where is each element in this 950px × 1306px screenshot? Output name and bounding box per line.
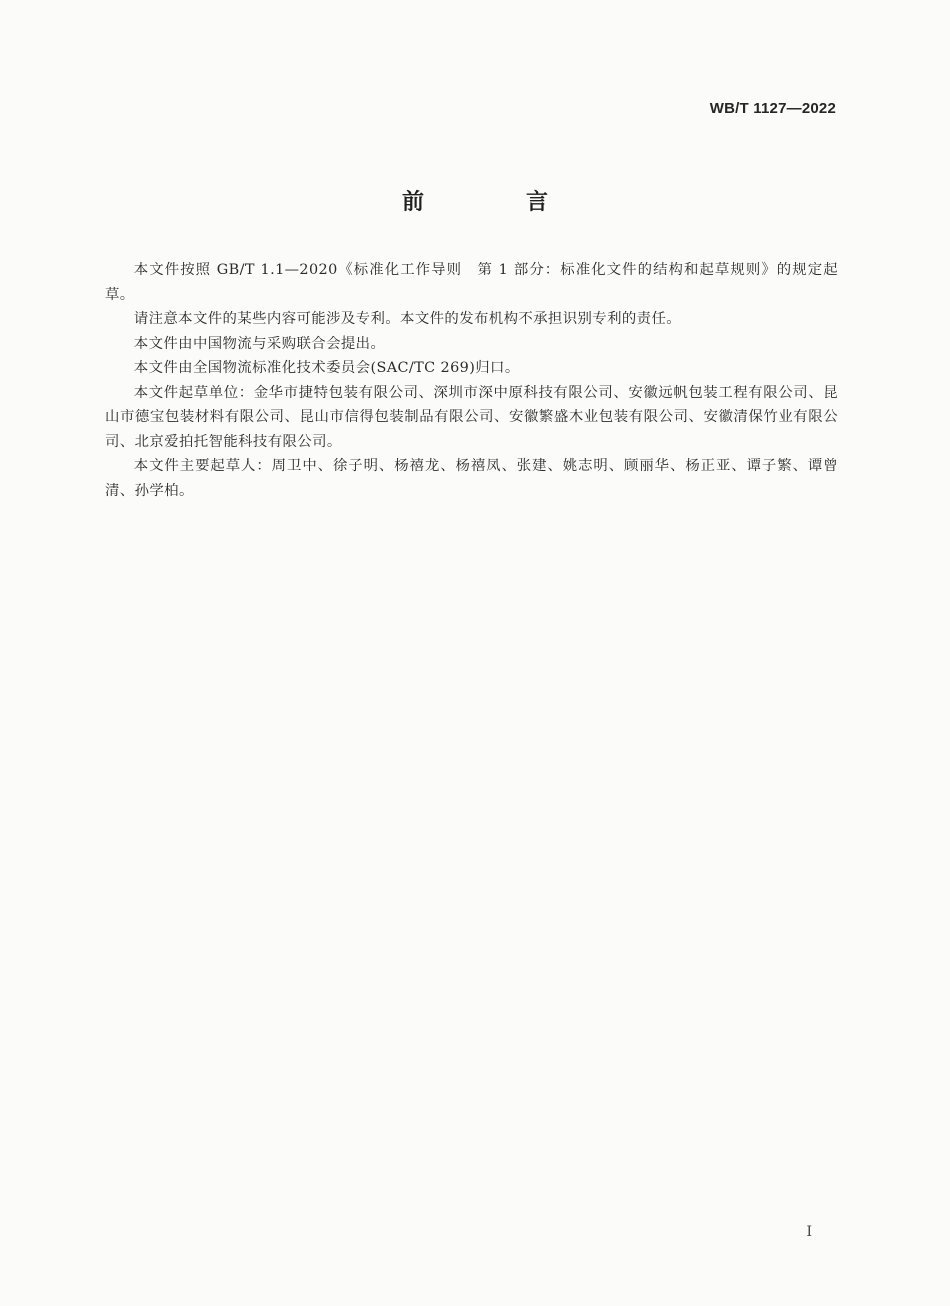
paragraph-proposer: 本文件由中国物流与采购联合会提出。 [133,335,386,352]
page-number: I [806,1224,812,1240]
paragraph-drafters: 本文件主要起草人：周卫中、徐子明、杨禧龙、杨禧凤、张建、姚志明、顾丽华、杨正亚、谭子繁、谭曾清、孙学柏。 [105,458,838,499]
paragraph-drafting-rules: 本文件按照 GB/T 1.1—2020《标准化工作导则 第 1 部分：标准化文件的结构和起草规则》的规定起草。 [105,262,838,303]
page-title: 前 言 [401,190,588,215]
paragraph-patent-notice: 请注意本文件的某些内容可能涉及专利。本文件的发布机构不承担识别专利的责任。 [133,311,682,327]
standard-code: WB/T 1127—2022 [709,100,836,117]
foreword-body [105,258,838,503]
paragraph-committee: 本文件由全国物流标准化技术委员会(SAC/TC 269)归口。 [133,360,520,376]
paragraph-drafting-units: 本文件起草单位：金华市捷特包装有限公司、深圳市深中原科技有限公司、安徽远帆包装工程有限公司、昆山市德宝包装材料有限公司、昆山市信得包装制品有限公司、安徽繁盛木业包装有限公司、安徽清保竹业有限公司、北京爱拍托智能科技有限公司。 [105,384,838,450]
